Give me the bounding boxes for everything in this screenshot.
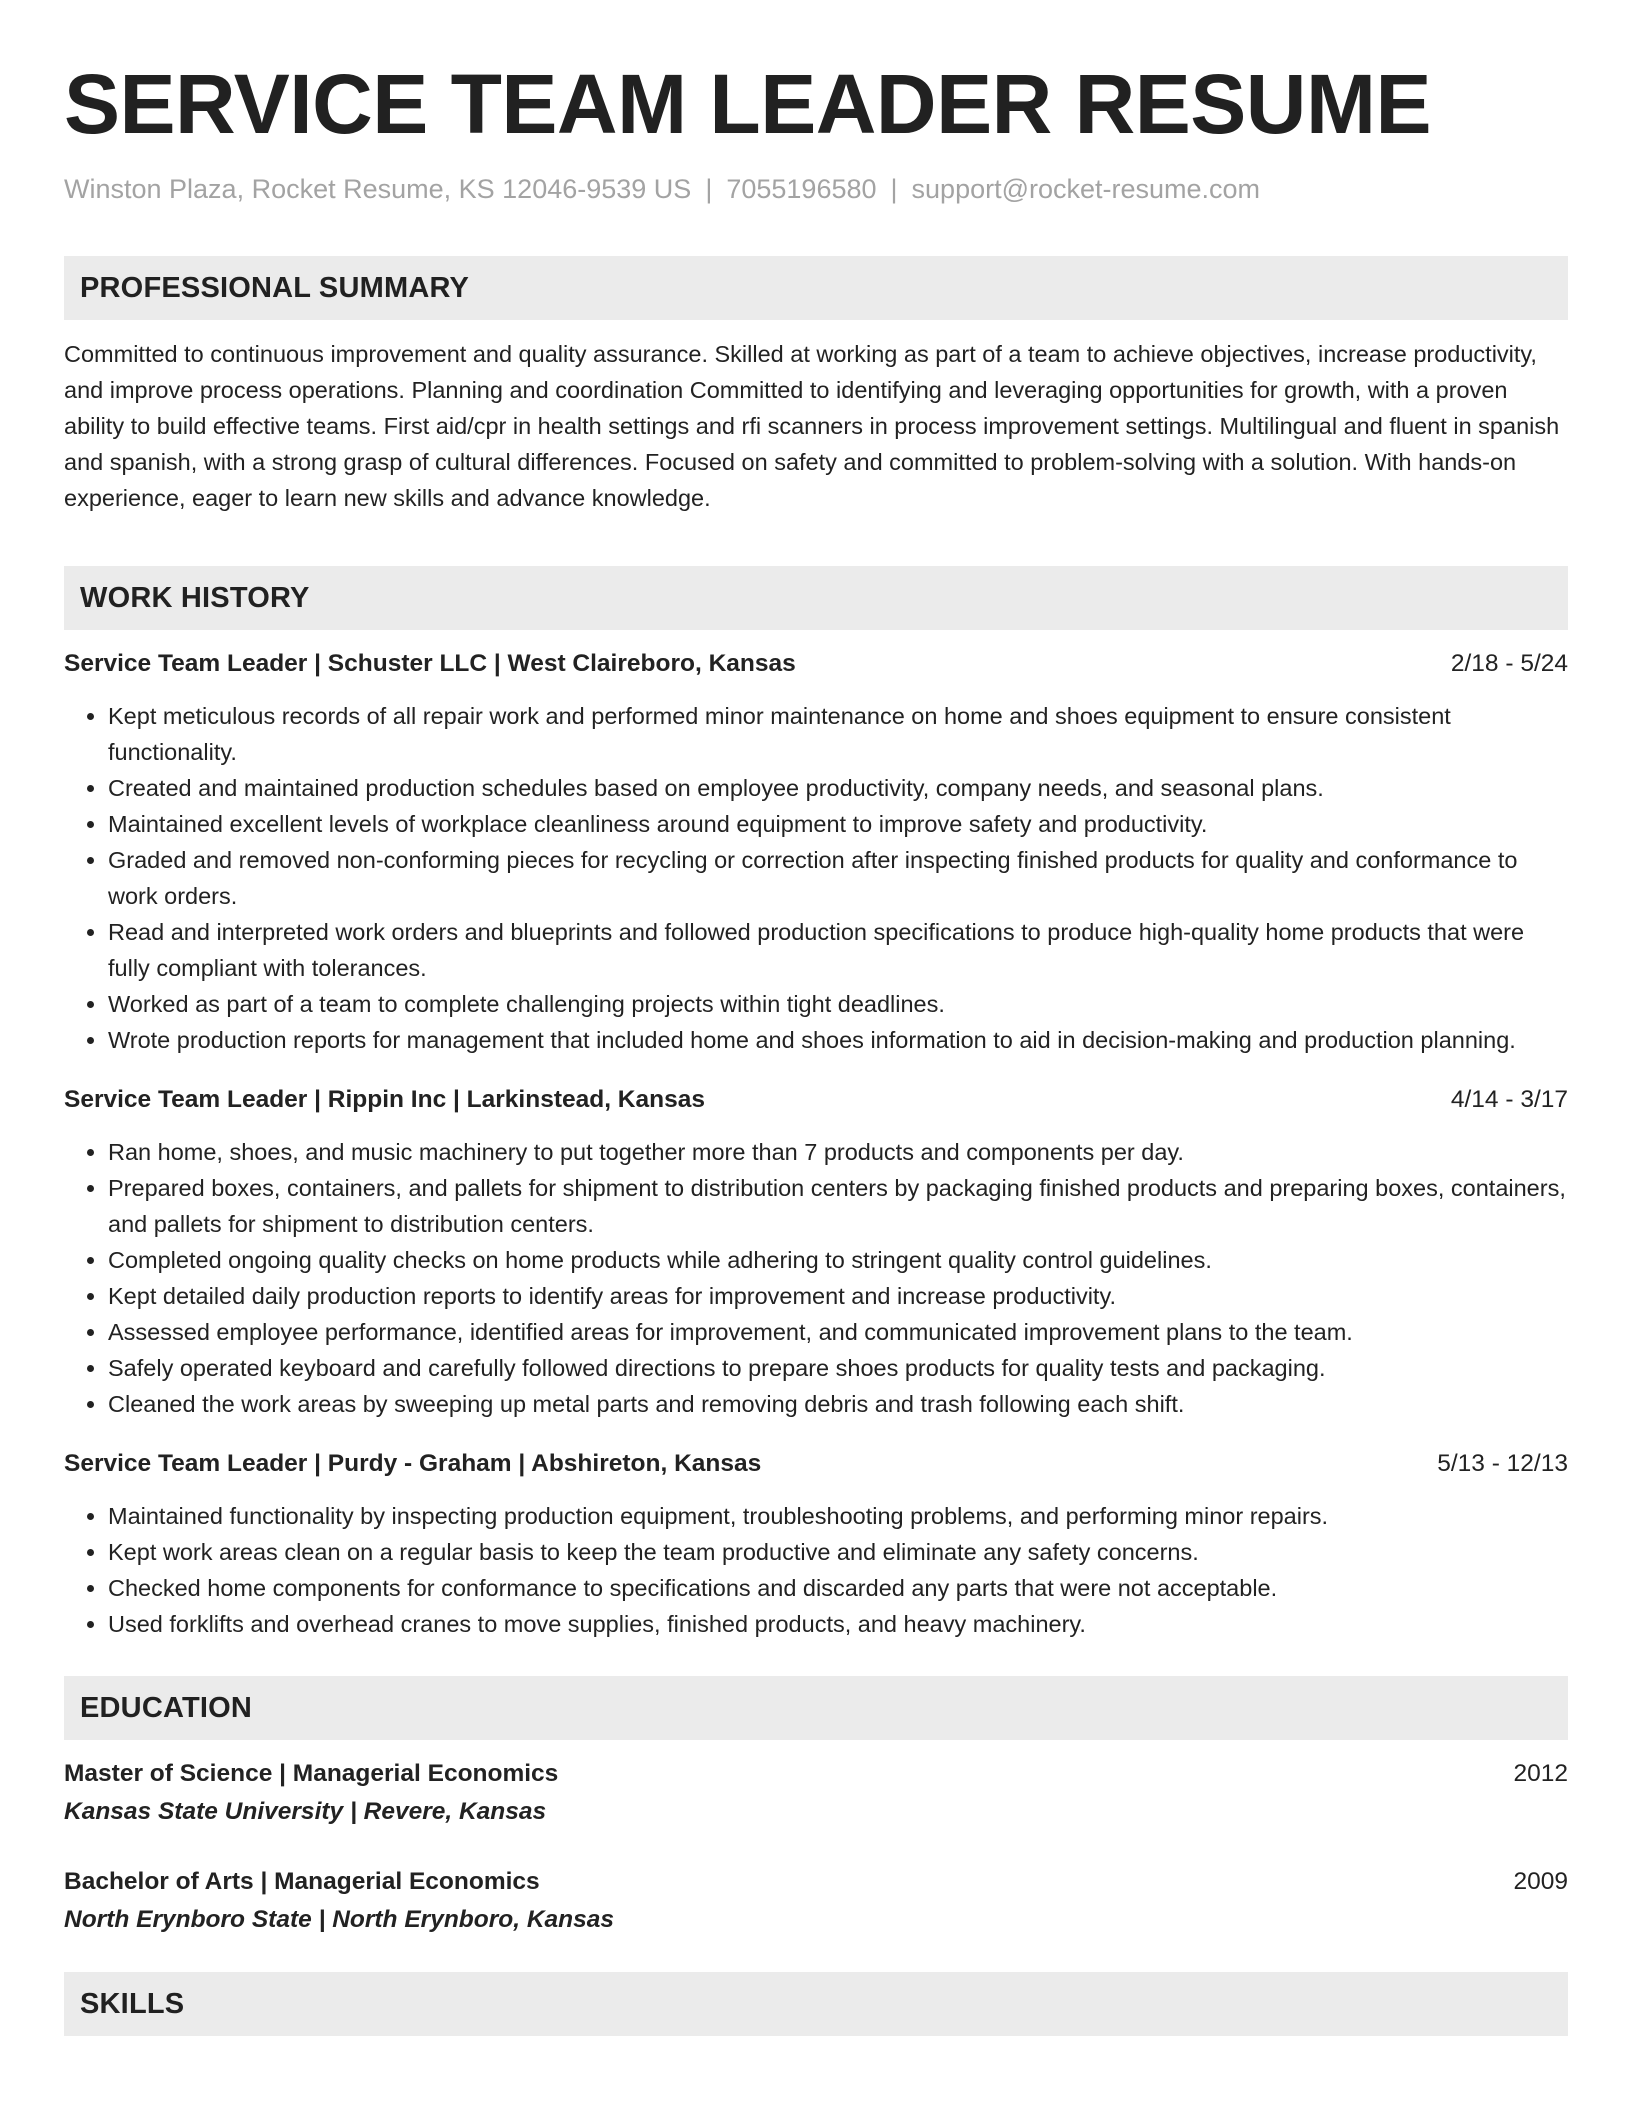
job-bullets <box>64 1134 1568 1422</box>
education-header <box>64 1756 1568 1792</box>
contact-address: Winston Plaza, Rocket Resume, KS 12046-9539 US <box>64 174 692 204</box>
contact-line <box>64 172 1568 206</box>
job-bullet: • Checked home components for conformance to specifications and discarded any parts that were not acceptable. <box>108 1570 1568 1606</box>
summary-text: Committed to continuous improvement and quality assurance. Skilled at working as part of a team to achieve objectives, increase productivity, and improve process operations. Planning and coordination Committed to identifying and leveraging opportunities for growth, with a proven ability to build effective teams. First aid/cpr in health settings and rfi scanners in process improvement settings. Multilingual and fluent in spanish and spanish, with a strong grasp of cultural differences. Focused on safety and committed to problem-solving with a solution. With hands-on experience, eager to learn new skills and advance knowledge. <box>64 341 1560 511</box>
job-date: 2/18 - 5/24 <box>1450 650 1568 677</box>
education-header <box>64 1864 1568 1900</box>
section-header-skills: SKILLS <box>64 1972 1568 2036</box>
job-header <box>64 1082 1568 1118</box>
job-bullet: • Prepared boxes, containers, and pallets for shipment to distribution centers by packaging finished products and preparing boxes, containers, and pallets for shipment to distribution centers. <box>108 1170 1568 1242</box>
education-school: North Erynboro State | North Erynboro, Kansas <box>64 1906 615 1933</box>
section-header-summary: PROFESSIONAL SUMMARY <box>64 256 1568 320</box>
job-date: 4/14 - 3/17 <box>1450 1086 1568 1113</box>
job-bullet: • Maintained functionality by inspecting production equipment, troubleshooting problems, and performing minor repairs. <box>108 1498 1568 1534</box>
education-entry <box>64 1864 1568 1938</box>
education-year: 2009 <box>1513 1868 1568 1895</box>
job-bullets <box>64 698 1568 1058</box>
job-entry <box>64 646 1568 1058</box>
job-header <box>64 646 1568 682</box>
job-bullet: • Worked as part of a team to complete challenging projects within tight deadlines. <box>108 986 1568 1022</box>
contact-separator: | <box>705 174 713 204</box>
job-bullet: • Created and maintained production schedules based on employee productivity, company needs, and seasonal plans. <box>108 770 1568 806</box>
contact-phone: 7055196580 <box>726 174 877 204</box>
job-title: Service Team Leader | Schuster LLC | West Claireboro, Kansas <box>64 650 796 677</box>
job-entry <box>64 1446 1568 1642</box>
education-year: 2012 <box>1513 1760 1568 1787</box>
contact-separator: | <box>890 174 898 204</box>
job-bullet: • Assessed employee performance, identified areas for improvement, and communicated improvement plans to the team. <box>108 1314 1568 1350</box>
contact-email: support@rocket-resume.com <box>911 174 1261 204</box>
job-bullet: • Cleaned the work areas by sweeping up metal parts and removing debris and trash following each shift. <box>108 1386 1568 1422</box>
job-bullet: • Kept work areas clean on a regular basis to keep the team productive and eliminate any safety concerns. <box>108 1534 1568 1570</box>
job-bullet: • Kept detailed daily production reports to identify areas for improvement and increase productivity. <box>108 1278 1568 1314</box>
job-bullets <box>64 1498 1568 1642</box>
job-header <box>64 1446 1568 1482</box>
job-title: Service Team Leader | Rippin Inc | Larkinstead, Kansas <box>64 1086 705 1113</box>
job-bullet: • Graded and removed non-conforming pieces for recycling or correction after inspecting finished products for quality and conformance to work orders. <box>108 842 1568 914</box>
section-header-work-history: WORK HISTORY <box>64 566 1568 630</box>
job-bullet: • Ran home, shoes, and music machinery to put together more than 7 products and components per day. <box>108 1134 1568 1170</box>
education-degree: Master of Science | Managerial Economics <box>64 1760 559 1787</box>
job-bullet: • Read and interpreted work orders and blueprints and followed production specifications to produce high-quality home products that were fully compliant with tolerances. <box>108 914 1568 986</box>
education-school: Kansas State University | Revere, Kansas <box>64 1798 547 1825</box>
education-entry <box>64 1756 1568 1830</box>
job-entry <box>64 1082 1568 1422</box>
job-bullet: • Wrote production reports for management that included home and shoes information to aid in decision-making and production planning. <box>108 1022 1568 1058</box>
job-date: 5/13 - 12/13 <box>1437 1450 1568 1477</box>
resume-page <box>64 56 1568 2036</box>
job-bullet: • Kept meticulous records of all repair work and performed minor maintenance on home and shoes equipment to ensure consistent functionality. <box>108 698 1568 770</box>
job-bullet: • Safely operated keyboard and carefully followed directions to prepare shoes products for quality tests and packaging. <box>108 1350 1568 1386</box>
job-bullet: • Maintained excellent levels of workplace cleanliness around equipment to improve safety and productivity. <box>108 806 1568 842</box>
education-degree: Bachelor of Arts | Managerial Economics <box>64 1868 540 1895</box>
section-header-education: EDUCATION <box>64 1676 1568 1740</box>
resume-title: SERVICE TEAM LEADER RESUME <box>64 57 1431 151</box>
job-bullet: • Used forklifts and overhead cranes to move supplies, finished products, and heavy machinery. <box>108 1606 1568 1642</box>
job-title: Service Team Leader | Purdy - Graham | Abshireton, Kansas <box>64 1450 762 1477</box>
job-bullet: • Completed ongoing quality checks on home products while adhering to stringent quality control guidelines. <box>108 1242 1568 1278</box>
